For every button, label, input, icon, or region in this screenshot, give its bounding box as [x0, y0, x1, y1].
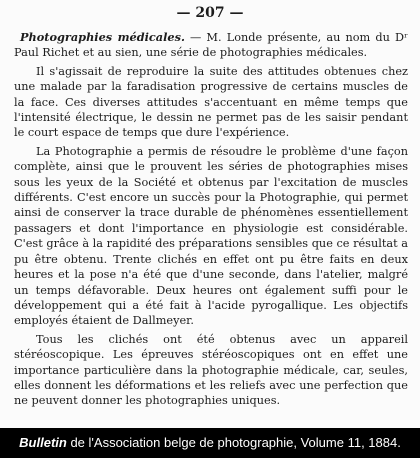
page-number: — 207 — — [176, 5, 244, 21]
caption-bar — [0, 428, 420, 458]
caption-text: de l'Association belge de photographie, Volume 11, 1884. — [66, 435, 401, 450]
section-heading: Photographies médicales. — [20, 30, 185, 44]
article-body — [14, 30, 408, 409]
paragraph-1 — [14, 30, 408, 61]
caption-title: Bulletin — [19, 435, 67, 450]
paragraph-4: Tous les clichés ont été obtenus avec un appareil stéréoscopique. Les épreuves stéréoscopiques ont en effet une importance particulière dans la photographie médicale, car, seules, elles donnent les déformations et les reliefs avec une perfection que ne peuvent donner les photographies uniques. — [14, 332, 408, 408]
paragraph-2: Il s'agissait de reproduire la suite des attitudes obtenues chez une malade par la faradisation progressive de certains muscles de la face. Ces diverses attitudes s'accentuant en même temps que l'intensité électrique, le dessin ne permet pas de les saisir pendant le court espace de temps que dure l'expérience. — [14, 64, 408, 140]
paragraph-3: La Photographie a permis de résoudre le problème d'une façon complète, ainsi que le prouvent les séries de photographies mises sous les yeux de la Société et obtenus par l'excitation de muscles différents. C'est encore un succès pour la Photographie, qui permet ainsi de conserver la trace durable de phénomènes essentiellement passagers et dont l'importance en physiologie est considérable. C'est grâce à la rapidité des préparations sensibles que ce résultat a pu être obtenu. Trente clichés en effet ont pu être faits en deux heures et la pose n'a été que d'une seconde, dans l'atelier, malgré un temps défavorable. Deux heures ont également suffi pour le développement qui a été fait à l'acide pyrogallique. Les objectifs employés étaient de Dallmeyer. — [14, 144, 408, 328]
paragraph-1-text: — M. Londe présente, au nom du Dʳ Paul Richet et au sien, une série de photographies médicales. — [14, 31, 408, 60]
